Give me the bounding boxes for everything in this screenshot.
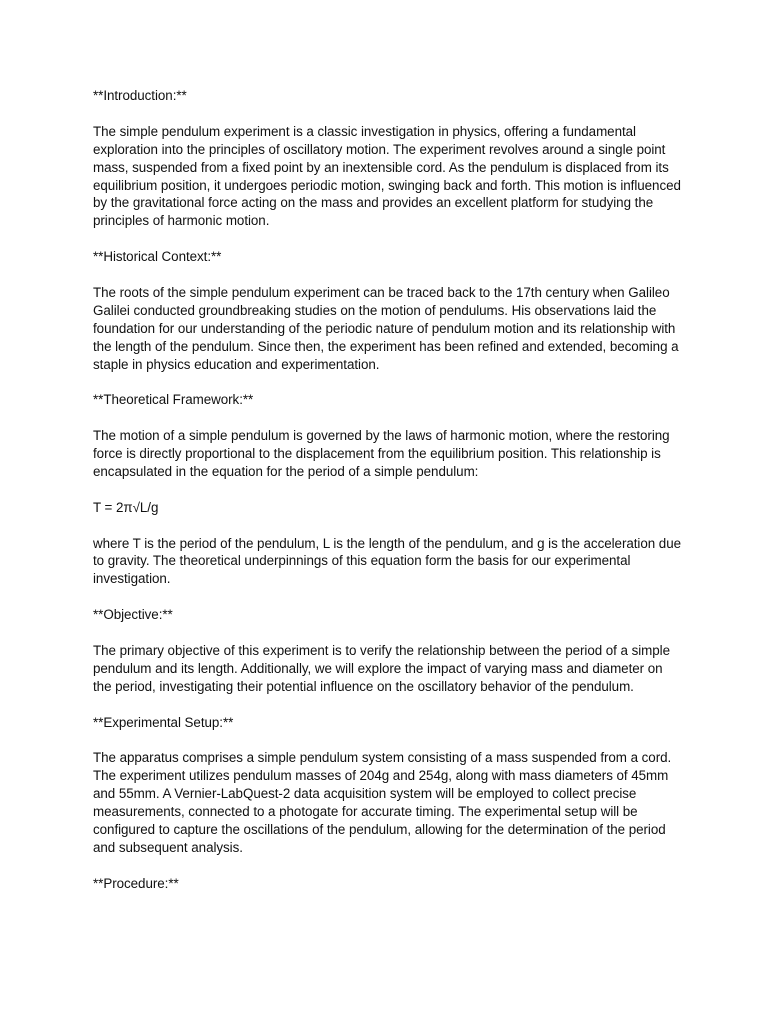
spacer [93, 481, 683, 499]
spacer [93, 105, 683, 123]
spacer [93, 373, 683, 391]
spacer [93, 517, 683, 535]
procedure-heading: **Procedure:** [93, 875, 179, 891]
spacer [93, 409, 683, 427]
spacer [93, 696, 683, 714]
historical-context-paragraph: The roots of the simple pendulum experiment can be traced back to the 17th century when Galileo Galilei conducted groundbreaking studies on the motion of pendulums. His observations laid the foundation for our understanding of the periodic nature of pendulum motion and its relationship with the length of the pendulum. Since then, the experiment has been refined and extended, becoming a staple in physics education and experimentation. [93, 284, 679, 372]
experimental-setup-heading: **Experimental Setup:** [93, 714, 234, 730]
spacer [93, 588, 683, 606]
spacer [93, 266, 683, 284]
spacer [93, 230, 683, 248]
theoretical-framework-paragraph: The motion of a simple pendulum is governed by the laws of harmonic motion, where the restoring force is directly proportional to the displacement from the equilibrium position. This relationship is encapsulated in the equation for the period of a simple pendulum: [93, 428, 670, 479]
theoretical-framework-heading: **Theoretical Framework:** [93, 392, 254, 408]
document-page [93, 87, 683, 893]
introduction-heading: **Introduction:** [93, 88, 187, 103]
spacer [93, 857, 683, 875]
experimental-setup-paragraph: The apparatus comprises a simple pendulum system consisting of a mass suspended from a cord. The experiment utilizes pendulum masses of 204g and 254g, along with mass diameters of 45mm and 55mm. A Vernier-LabQuest-2 data acquisition system will be employed to collect precise measurements, connected to a photogate for accurate timing. The experimental setup will be configured to capture the oscillations of the pendulum, allowing for the determination of the period and subsequent analysis. [93, 750, 672, 855]
historical-context-heading: **Historical Context:** [93, 249, 222, 265]
objective-heading: **Objective:** [93, 607, 173, 623]
spacer [93, 624, 683, 642]
introduction-paragraph: The simple pendulum experiment is a classic investigation in physics, offering a fundamental exploration into the principles of oscillatory motion. The experiment revolves around a single point mass, suspended from a fixed point by an inextensible cord. As the pendulum is displaced from its equilibrium position, it undergoes periodic motion, swinging back and forth. This motion is influenced by the gravitational force acting on the mass and provides an excellent platform for studying the principles of harmonic motion. [93, 123, 681, 229]
spacer [93, 731, 683, 749]
period-equation: T = 2π√L/g [93, 499, 159, 515]
equation-explanation-paragraph: where T is the period of the pendulum, L is the length of the pendulum, and g is the acceleration due to gravity. The theoretical underpinnings of this equation form the basis for our experimental investigation. [93, 535, 682, 587]
objective-paragraph: The primary objective of this experiment is to verify the relationship between the period of a simple pendulum and its length. Additionally, we will explore the impact of varying mass and diameter on the period, investigating their potential influence on the oscillatory behavior of the pendulum. [93, 642, 670, 694]
